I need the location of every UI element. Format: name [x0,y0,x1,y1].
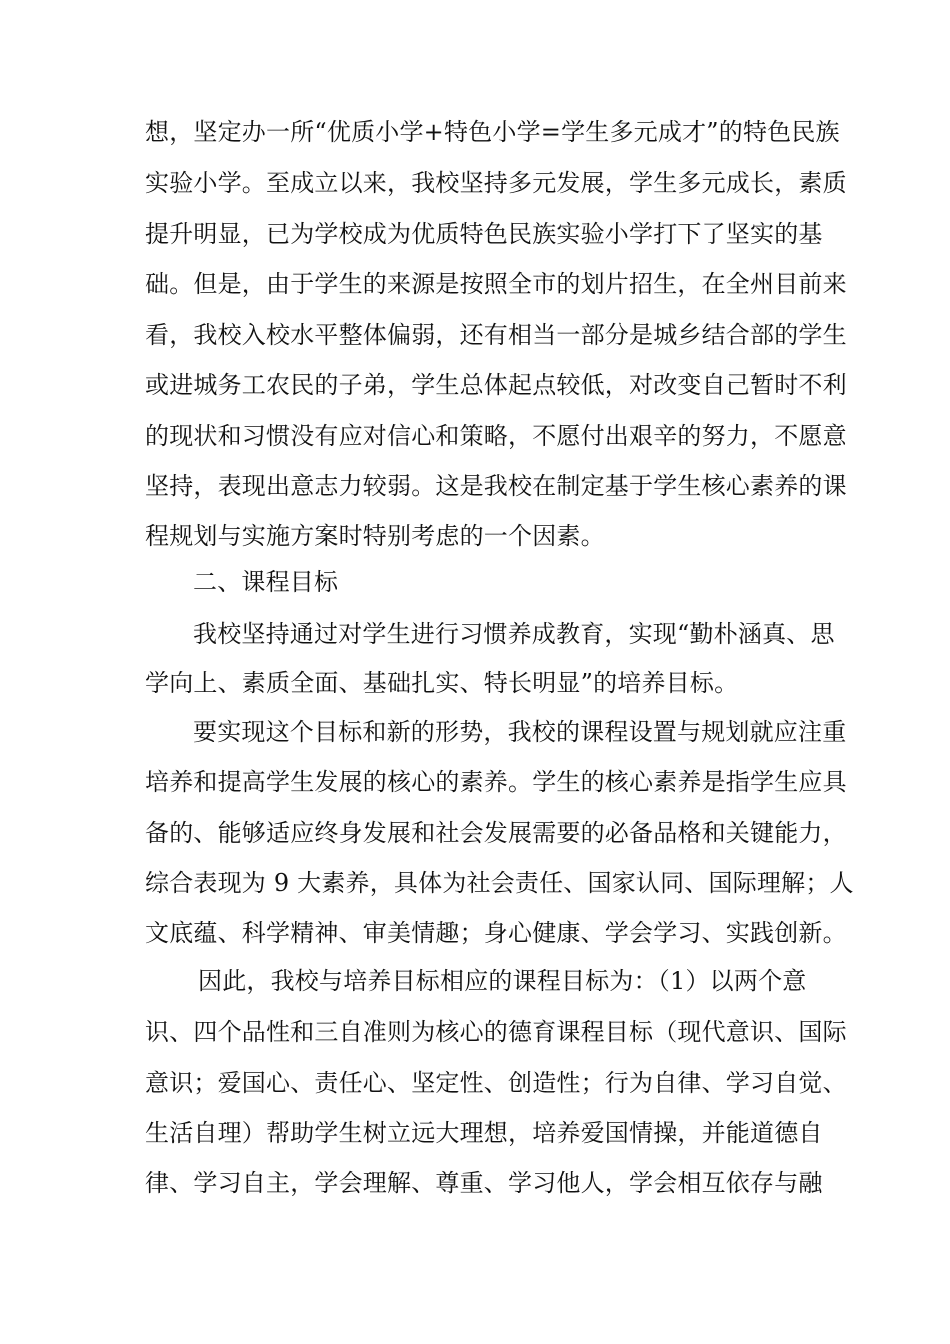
text-line: 律、学习自主，学会理解、尊重、学习他人，学会相互依存与融 [145,1169,823,1197]
text-line: 或进城务工农民的子弟，学生总体起点较低，对改变自己暂时不利 [145,371,847,399]
text-line: 生活自理）帮助学生树立远大理想，培养爱国情操，并能道德自 [145,1119,823,1147]
text-line: 备的、能够适应终身发展和社会发展需要的必备品格和关键能力， [145,819,847,847]
text-line: 要实现这个目标和新的形势，我校的课程设置与规划就应注重 [193,718,847,746]
text-line: 因此，我校与培养目标相应的课程目标为：（1）以两个意 [198,967,807,995]
text-line: 意识；爱国心、责任心、坚定性、创造性；行为自律、学习自觉、 [145,1069,847,1097]
text-line: 的现状和习惯没有应对信心和策略，不愿付出艰辛的努力，不愿意 [145,422,847,450]
text-line: 综合表现为 9 大素养，具体为社会责任、国家认同、国际理解；人 [145,869,854,897]
text-line: 看，我校入校水平整体偏弱，还有相当一部分是城乡结合部的学生 [145,321,847,349]
text-line: 识、四个品性和三自准则为核心的德育课程目标（现代意识、国际 [145,1018,847,1046]
text-line: 提升明显，已为学校成为优质特色民族实验小学打下了坚实的基 [145,220,823,248]
text-line: 学向上、素质全面、基础扎实、特长明显”的培养目标。 [145,669,739,697]
section-heading: 二、课程目标 [193,568,339,596]
text-line: 础。但是，由于学生的来源是按照全市的划片招生，在全州目前来 [145,270,847,298]
text-line: 想，坚定办一所“优质小学+特色小学=学生多元成才”的特色民族 [145,118,840,146]
text-line: 程规划与实施方案时特别考虑的一个因素。 [145,522,605,550]
text-line: 实验小学。至成立以来，我校坚持多元发展，学生多元成长，素质 [145,169,847,197]
text-line: 文底蕴、科学精神、审美情趣；身心健康、学会学习、实践创新。 [145,919,847,947]
text-line: 我校坚持通过对学生进行习惯养成教育，实现“勤朴涵真、思 [193,620,835,648]
text-line: 培养和提高学生发展的核心的素养。学生的核心素养是指学生应具 [145,768,847,796]
text-line: 坚持，表现出意志力较弱。这是我校在制定基于学生核心素养的课 [145,472,847,500]
